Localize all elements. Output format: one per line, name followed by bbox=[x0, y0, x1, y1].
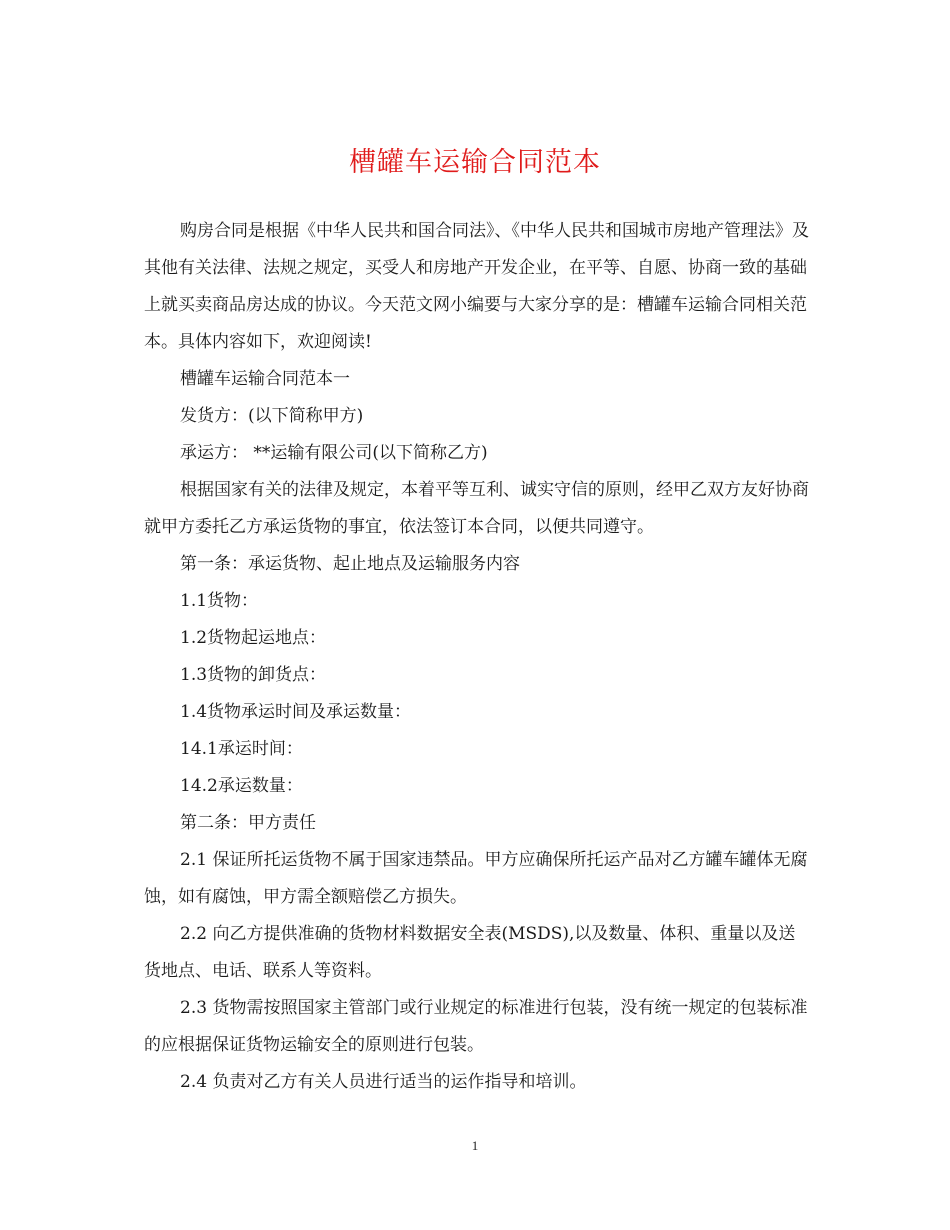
paragraph: 根据国家有关的法律及规定，本着平等互利、诚实守信的原则，经甲乙双方友好协商就甲方委托乙方承运货物的事宜，依法签订本合同，以便共同遵守。 bbox=[144, 480, 809, 537]
paragraph: 2.1 保证所托运货物不属于国家违禁品。甲方应确保所托运产品对乙方罐车罐体无腐蚀，如有腐蚀，甲方需全额赔偿乙方损失。 bbox=[144, 850, 808, 907]
paragraph: 14.1承运时间： bbox=[180, 739, 303, 759]
paragraph: 14.2承运数量： bbox=[180, 776, 303, 796]
paragraph: 槽罐车运输合同范本一 bbox=[180, 369, 350, 389]
document-title: 槽罐车运输合同范本 bbox=[349, 147, 601, 178]
document-body bbox=[144, 213, 809, 1101]
paragraph: 第二条：甲方责任 bbox=[180, 813, 316, 833]
paragraph: 2.3 货物需按照国家主管部门或行业规定的标准进行包装，没有统一规定的包装标准的应根据保证货物运输安全的原则进行包装。 bbox=[144, 998, 808, 1055]
paragraph: 2.4 负责对乙方有关人员进行适当的运作指导和培训。 bbox=[180, 1072, 587, 1092]
paragraph: 购房合同是根据《中华人民共和国合同法》、《中华人民共和国城市房地产管理法》及其他有关法律、法规之规定，买受人和房地产开发企业，在平等、自愿、协商一致的基础上就买卖商品房达成的协议。今天范文网小编要与大家分享的是：槽罐车运输合同相关范本。具体内容如下，欢迎阅读! bbox=[144, 221, 809, 352]
page-number: 1 bbox=[471, 1138, 479, 1153]
paragraph: 1.2货物起运地点： bbox=[180, 628, 327, 648]
paragraph: 承运方： **运输有限公司(以下简称乙方) bbox=[180, 443, 488, 463]
paragraph: 1.1货物： bbox=[180, 591, 259, 611]
paragraph: 发货方：(以下简称甲方) bbox=[180, 406, 364, 426]
paragraph: 1.3货物的卸货点： bbox=[180, 665, 327, 685]
paragraph: 1.4货物承运时间及承运数量： bbox=[180, 702, 412, 722]
paragraph: 第一条：承运货物、起止地点及运输服务内容 bbox=[180, 554, 520, 574]
paragraph: 2.2 向乙方提供准确的货物材料数据安全表(MSDS),以及数量、体积、重量以及送货地点、电话、联系人等资料。 bbox=[144, 924, 796, 981]
